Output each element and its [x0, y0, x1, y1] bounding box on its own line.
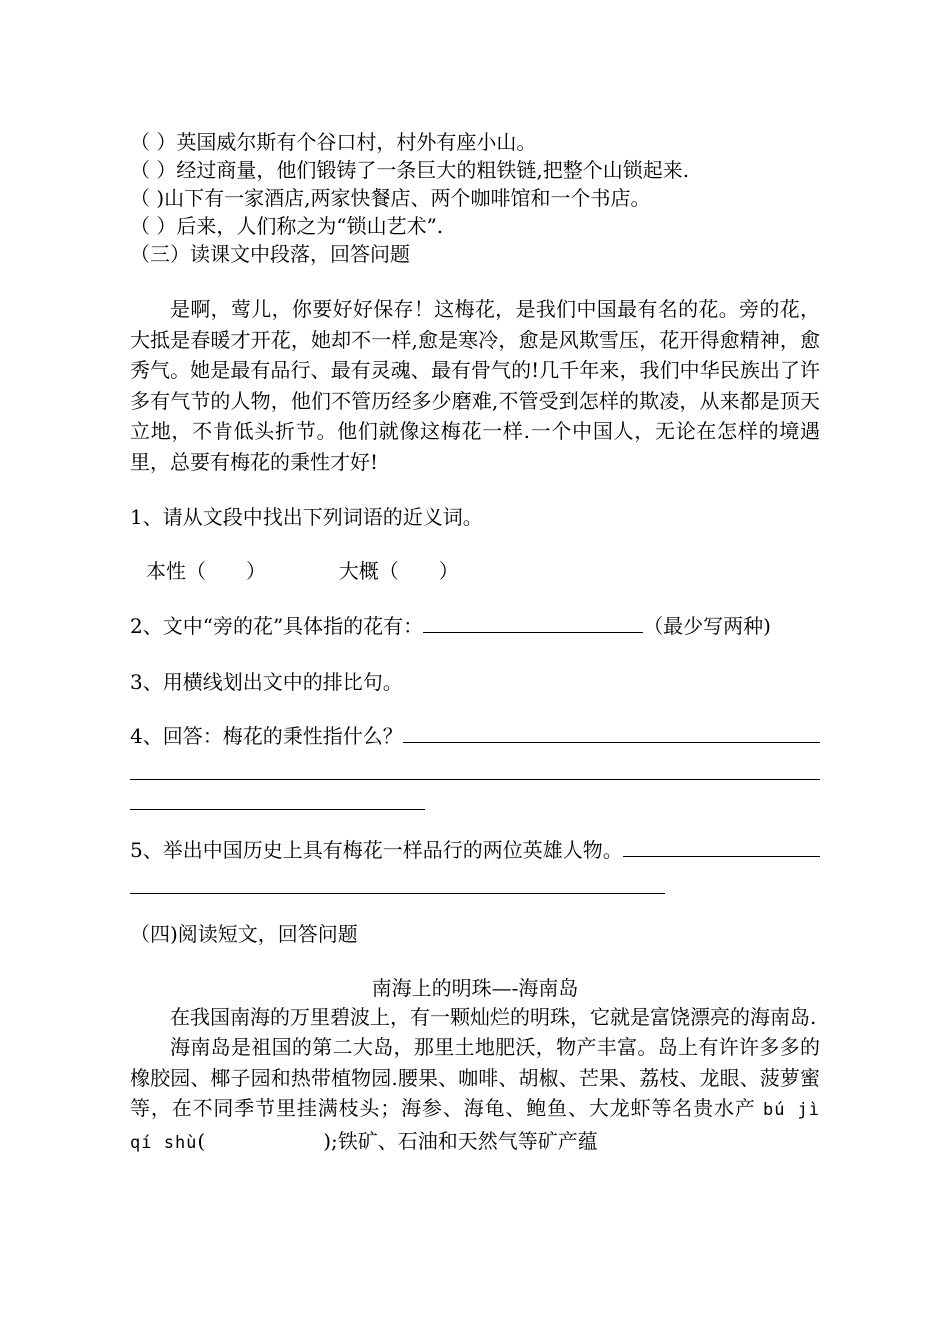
reading-passage: 是啊，莺儿，你要好好保存！这梅花，是我们中国最有名的花。旁的花，大抵是春暖才开花，她却不一样,愈是寒冷，愈是风欺雪压，花开得愈精神，愈秀气。她是最有品行、最有灵魂、最有骨气的!几千年来，我们中华民族出了许多有气节的人物，他们不管历经多少磨难,不管受到怎样的欺凌，从来都是顶天立地，不肯低头折节。他们就像这梅花一样.一个中国人，无论在怎样的境遇里，总要有梅花的秉性才好! — [130, 297, 820, 474]
article-paragraph-1: 在我国南海的万里碧波上，有一颗灿烂的明珠，它就是富饶漂亮的海南岛. — [170, 1004, 817, 1029]
pinyin-prompt: bú jì qí shù — [130, 1100, 821, 1153]
question-4-answer-line-1[interactable] — [403, 722, 820, 743]
article-paragraph-2-continued: ;铁矿、石油和天然气等矿产蕴 — [331, 1128, 598, 1153]
section-3-title: （三）读课文中段落，回答问题 — [130, 242, 410, 266]
order-item: （ )山下有一家酒店,两家快餐店、两个咖啡馆和一个书店。 — [130, 186, 651, 210]
question-4-answer-line-3[interactable] — [130, 780, 425, 810]
worksheet-page — [130, 128, 820, 1158]
section-4-title: （四)阅读短文，回答问题 — [130, 921, 358, 946]
order-item: （ ）后来，人们称之为“锁山艺术”. — [130, 214, 444, 238]
question-2-answer-blank[interactable] — [423, 612, 643, 633]
question-5-text: 5、举出中国历史上具有梅花一样品行的两位英雄人物。 — [130, 837, 623, 862]
pinyin-answer-blank[interactable]: ( ) — [197, 1128, 332, 1153]
question-5 — [130, 836, 820, 894]
article-paragraph-2 — [130, 1032, 820, 1158]
question-2 — [130, 611, 820, 642]
question-2-text: 2、文中“旁的花”具体指的花有： — [130, 614, 424, 638]
question-4 — [130, 722, 820, 810]
question-5-answer-line-2[interactable] — [130, 864, 665, 894]
question-3: 3、用横线划出文中的排比句。 — [130, 669, 403, 694]
question-4-text: 4、回答：梅花的秉性指什么？ — [130, 723, 403, 748]
question-1: 1、请从文段中找出下列词语的近义词。 — [130, 505, 483, 529]
question-1-items — [130, 557, 820, 585]
order-item: （ ）英国威尔斯有个谷口村，村外有座小山。 — [130, 130, 537, 154]
synonym-item-1[interactable]: 本性（ ） — [146, 559, 266, 583]
order-item: （ ）经过商量，他们锻铸了一条巨大的粗铁链,把整个山锁起来. — [130, 158, 690, 182]
article-title: 南海上的明珠—-海南岛 — [371, 975, 579, 1000]
question-5-answer-line-1[interactable] — [623, 836, 820, 857]
ordering-list — [130, 128, 820, 240]
synonym-item-2[interactable]: 大概（ ） — [338, 559, 459, 583]
question-2-note: （最少写两种) — [643, 614, 771, 638]
question-4-answer-line-2[interactable] — [130, 750, 820, 780]
article-paragraph-2-text: 海南岛是祖国的第二大岛，那里土地肥沃，物产丰富。岛上有许许多多的橡胶园、椰子园和热带植物园.腰果、咖啡、胡椒、芒果、荔枝、龙眼、菠萝蜜等，在不同季节里挂满枝头；海参、海龟、鲍鱼、大龙虾等名贵水产 — [130, 1035, 820, 1120]
